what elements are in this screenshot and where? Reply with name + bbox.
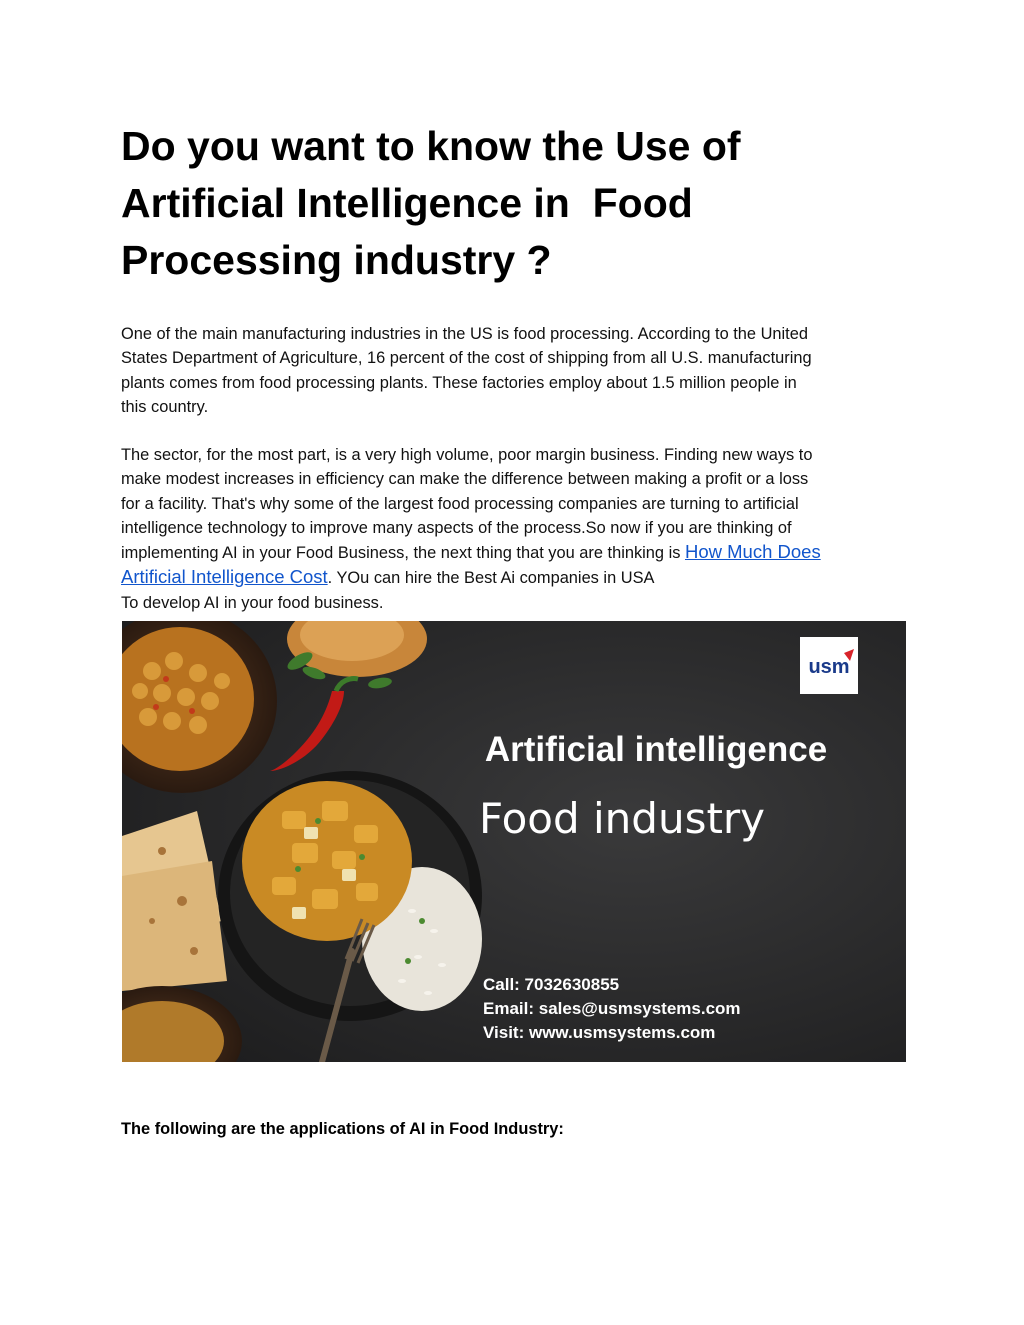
banner-call: Call: 7032630855	[483, 975, 620, 994]
banner-visit: Visit: www.usmsystems.com	[483, 1023, 716, 1042]
paragraph-line	[121, 565, 821, 590]
intro-paragraph	[121, 322, 812, 419]
paragraph-line: this country.	[121, 397, 209, 416]
paragraph-line	[121, 540, 821, 565]
banner-subheading: Food industry	[478, 794, 766, 843]
title-line: Do you want to know the Use of	[121, 123, 741, 169]
ai-food-banner-image	[122, 621, 906, 1062]
logo-text: usm	[808, 656, 850, 678]
sector-paragraph	[121, 443, 821, 615]
title-line: Artificial Intelligence in Food	[121, 180, 693, 226]
banner-heading: Artificial intelligence	[484, 730, 828, 769]
paragraph-line: The sector, for the most part, is a very high volume, poor margin business. Finding new ways to	[121, 446, 813, 464]
paragraph-text: implementing AI in your Food Business, the next thing that you are thinking is	[121, 544, 685, 563]
banner-graphic	[122, 621, 906, 1062]
paragraph-line: plants comes from food processing plants. These factories employ about 1.5 million people in	[121, 373, 797, 392]
ai-cost-link-part2[interactable]: Artificial Intelligence Cost	[121, 566, 328, 588]
paragraph-line: To develop AI in your food business.	[121, 593, 384, 612]
applications-heading: The following are the applications of AI in Food Industry:	[121, 1120, 564, 1138]
paragraph-line: for a facility. That's why some of the largest food processing companies are turning to artificial	[121, 494, 799, 513]
title-line: Processing industry ?	[121, 237, 552, 283]
paragraph-line: States Department of Agriculture, 16 percent of the cost of shipping from all U.S. manufacturing	[121, 349, 812, 368]
ai-cost-link-part1[interactable]: How Much Does	[684, 541, 821, 563]
banner-email: Email: sales@usmsystems.com	[483, 999, 741, 1018]
paragraph-line: One of the main manufacturing industries in the US is food processing. According to the United	[121, 325, 808, 343]
usm-logo	[800, 637, 858, 694]
paragraph-text: . YOu can hire the Best Ai companies in USA	[327, 569, 655, 588]
paragraph-line: make modest increases in efficiency can make the difference between making a profit or a loss	[121, 470, 809, 489]
paragraph-line: intelligence technology to improve many aspects of the process.So now if you are thinking of	[121, 518, 792, 537]
page-title	[121, 118, 901, 289]
